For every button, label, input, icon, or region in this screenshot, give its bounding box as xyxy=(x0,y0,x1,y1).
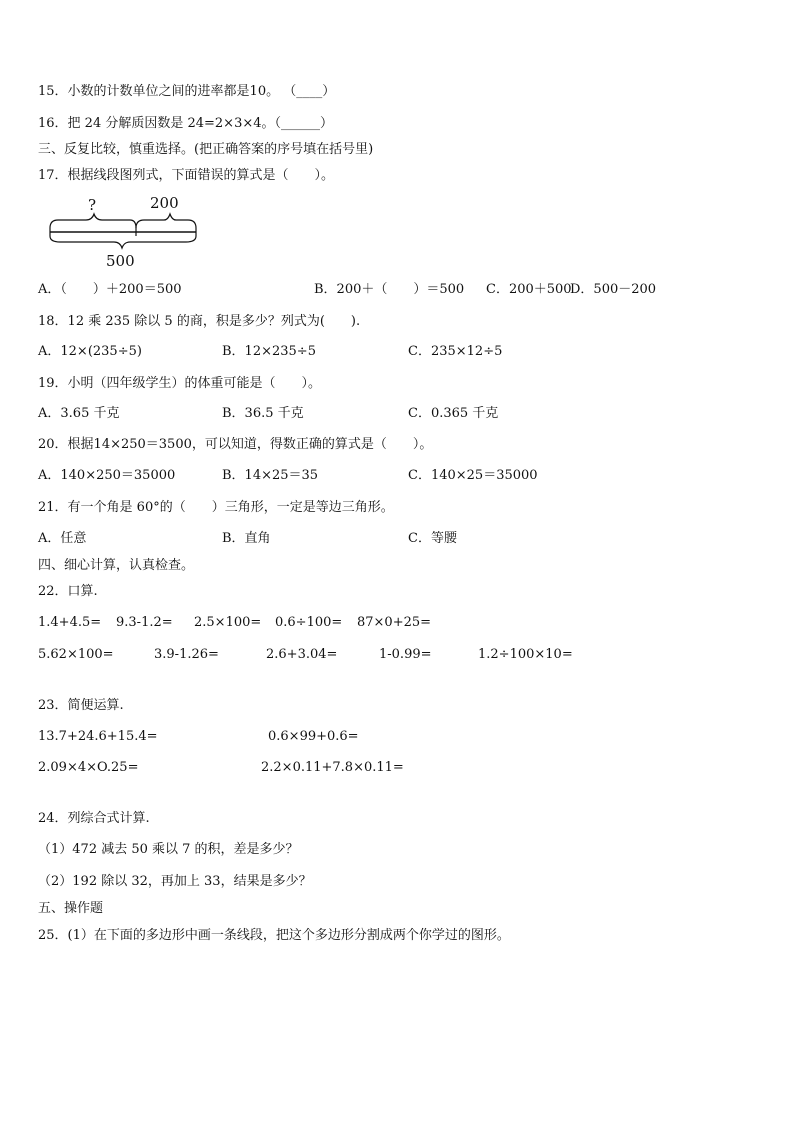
question-24-part-1: （1）472 减去 50 乘以 7 的积，差是多少？ xyxy=(38,842,299,857)
simplify-calc-3: 2.09×4×O.25= xyxy=(38,760,139,775)
q20-option-a[interactable]: A．140×250＝35000 xyxy=(38,468,176,483)
q18-option-c[interactable]: C．235×12÷5 xyxy=(408,344,503,359)
question-21: 21．有一个角是 60°的（ ）三角形，一定是等边三角形。 xyxy=(38,500,394,515)
diagram-label-200: 200 xyxy=(150,194,179,212)
oral-calc-1: 1.4+4.5= xyxy=(38,615,102,630)
question-22: 22．口算. xyxy=(38,584,98,599)
section-5-heading: 五、操作题 xyxy=(38,901,104,916)
q19-option-a[interactable]: A．3.65 千克 xyxy=(38,406,120,421)
q19-option-b[interactable]: B．36.5 千克 xyxy=(222,406,304,421)
question-19: 19．小明（四年级学生）的体重可能是（ ）。 xyxy=(38,376,322,391)
q20-option-c[interactable]: C．140×25＝35000 xyxy=(408,468,538,483)
oral-calc-10: 1.2÷100×10= xyxy=(478,647,573,662)
q19-option-c[interactable]: C．0.365 千克 xyxy=(408,406,499,421)
oral-calc-4: 0.6÷100= xyxy=(275,615,343,630)
oral-calc-9: 1-0.99= xyxy=(379,647,432,662)
top-right-brace xyxy=(136,214,196,228)
question-15: 15．小数的计数单位之间的进率都是10。 （____） xyxy=(38,84,336,99)
oral-calc-3: 2.5×100= xyxy=(194,615,262,630)
question-18: 18．12 乘 235 除以 5 的商，积是多少？列式为( ). xyxy=(38,314,361,329)
simplify-calc-2: 0.6×99+0.6= xyxy=(268,729,359,744)
q21-option-a[interactable]: A．任意 xyxy=(38,531,87,546)
q21-option-c[interactable]: C．等腰 xyxy=(408,531,457,546)
top-left-brace xyxy=(50,214,136,228)
oral-calc-5: 87×0+25= xyxy=(357,615,432,630)
q20-option-b[interactable]: B．14×25＝35 xyxy=(222,468,319,483)
simplify-calc-1: 13.7+24.6+15.4= xyxy=(38,729,158,744)
segment-diagram xyxy=(44,192,204,272)
diagram-label-500: 500 xyxy=(106,252,135,270)
q18-option-b[interactable]: B．12×235÷5 xyxy=(222,344,316,359)
q17-option-b[interactable]: B．200＋（ ）＝500 xyxy=(314,282,465,297)
simplify-calc-4: 2.2×0.11+7.8×0.11= xyxy=(261,760,404,775)
q21-option-b[interactable]: B．直角 xyxy=(222,531,271,546)
q18-option-a[interactable]: A．12×(235÷5) xyxy=(38,344,142,359)
section-3-heading: 三、反复比较，慎重选择。(把正确答案的序号填在括号里) xyxy=(38,142,374,157)
q17-option-d[interactable]: D．500－200 xyxy=(570,282,657,297)
question-16: 16．把 24 分解质因数是 24=2×3×4。（______） xyxy=(38,116,334,131)
question-17: 17．根据线段图列式，下面错误的算式是（ ）。 xyxy=(38,168,335,183)
oral-calc-6: 5.62×100= xyxy=(38,647,114,662)
question-25: 25．(1）在下面的多边形中画一条线段，把这个多边形分割成两个你学过的图形。 xyxy=(38,928,510,943)
bottom-brace xyxy=(50,236,196,248)
q17-option-a[interactable]: A．（ ）＋200＝500 xyxy=(38,282,182,297)
oral-calc-2: 9.3-1.2= xyxy=(116,615,173,630)
q17-option-c[interactable]: C．200＋500 xyxy=(486,282,572,297)
section-4-heading: 四、细心计算，认真检查。 xyxy=(38,558,195,573)
question-24: 24．列综合式计算. xyxy=(38,811,150,826)
question-23: 23．简便运算. xyxy=(38,698,124,713)
oral-calc-7: 3.9-1.26= xyxy=(154,647,219,662)
question-20: 20．根据14×250＝3500，可以知道，得数正确的算式是（ ）。 xyxy=(38,437,433,452)
oral-calc-8: 2.6+3.04= xyxy=(266,647,338,662)
diagram-label-unknown: ? xyxy=(88,196,97,214)
question-24-part-2: （2）192 除以 32，再加上 33，结果是多少？ xyxy=(38,874,312,889)
